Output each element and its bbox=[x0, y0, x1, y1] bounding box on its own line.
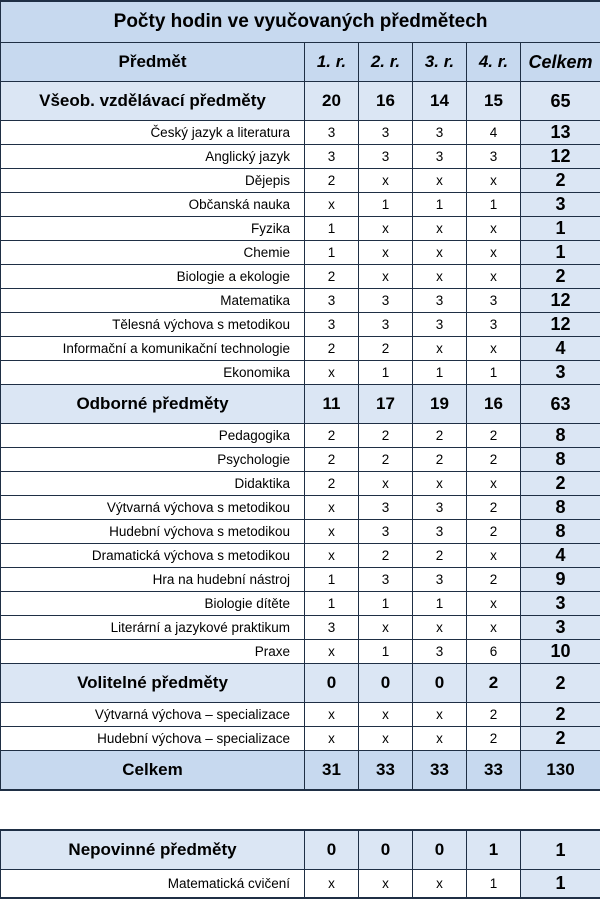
subject-year-4-hours: 2 bbox=[467, 703, 521, 727]
grand-total-year-4: 33 bbox=[467, 751, 521, 791]
group-total-hours: 1 bbox=[521, 830, 600, 870]
subject-year-3-hours: 3 bbox=[413, 145, 467, 169]
subject-name: Informační a komunikační technologie bbox=[1, 337, 305, 361]
subject-year-1-hours: x bbox=[305, 640, 359, 664]
subject-year-3-hours: x bbox=[413, 265, 467, 289]
group-year-1-hours: 0 bbox=[305, 664, 359, 703]
subject-total-hours: 8 bbox=[521, 520, 600, 544]
subject-year-2-hours: 3 bbox=[359, 568, 413, 592]
subject-year-2-hours: x bbox=[359, 169, 413, 193]
subject-year-2-hours: 3 bbox=[359, 496, 413, 520]
subject-row bbox=[1, 289, 600, 313]
subject-name: Anglický jazyk bbox=[1, 145, 305, 169]
subject-year-4-hours: 1 bbox=[467, 193, 521, 217]
subject-year-1-hours: 3 bbox=[305, 313, 359, 337]
subject-name: Hudební výchova s metodikou bbox=[1, 520, 305, 544]
subject-year-2-hours: 1 bbox=[359, 592, 413, 616]
subject-year-3-hours: 2 bbox=[413, 544, 467, 568]
subject-year-4-hours: 4 bbox=[467, 121, 521, 145]
subject-year-3-hours: 3 bbox=[413, 289, 467, 313]
subject-year-3-hours: x bbox=[413, 169, 467, 193]
subject-row bbox=[1, 265, 600, 289]
optional-subjects-table bbox=[0, 829, 600, 899]
subject-name: Chemie bbox=[1, 241, 305, 265]
subject-total-hours: 3 bbox=[521, 193, 600, 217]
subject-name: Didaktika bbox=[1, 472, 305, 496]
subject-year-2-hours: x bbox=[359, 265, 413, 289]
group-year-1-hours: 0 bbox=[305, 830, 359, 870]
subject-year-2-hours: x bbox=[359, 616, 413, 640]
subject-total-hours: 2 bbox=[521, 169, 600, 193]
subject-row bbox=[1, 496, 600, 520]
subject-year-3-hours: x bbox=[413, 217, 467, 241]
subject-year-4-hours: 2 bbox=[467, 520, 521, 544]
subject-row bbox=[1, 640, 600, 664]
group-year-1-hours: 11 bbox=[305, 385, 359, 424]
header-year-3: 3. r. bbox=[413, 43, 467, 82]
subject-name: Dramatická výchova s metodikou bbox=[1, 544, 305, 568]
header-subject: Předmět bbox=[1, 43, 305, 82]
subject-year-1-hours: 2 bbox=[305, 448, 359, 472]
group-total-hours: 2 bbox=[521, 664, 600, 703]
subject-row bbox=[1, 193, 600, 217]
subject-total-hours: 3 bbox=[521, 361, 600, 385]
subject-year-1-hours: 1 bbox=[305, 241, 359, 265]
subject-year-1-hours: 1 bbox=[305, 568, 359, 592]
subject-year-1-hours: x bbox=[305, 727, 359, 751]
subject-row bbox=[1, 703, 600, 727]
subject-row bbox=[1, 169, 600, 193]
subject-name: Hudební výchova – specializace bbox=[1, 727, 305, 751]
subject-row bbox=[1, 870, 600, 899]
subject-year-3-hours: 3 bbox=[413, 640, 467, 664]
subject-year-1-hours: x bbox=[305, 870, 359, 899]
grand-total-label: Celkem bbox=[1, 751, 305, 791]
subject-name: Literární a jazykové praktikum bbox=[1, 616, 305, 640]
subject-year-1-hours: 1 bbox=[305, 217, 359, 241]
subject-name: Matematická cvičení bbox=[1, 870, 305, 899]
subject-total-hours: 8 bbox=[521, 448, 600, 472]
subject-year-3-hours: 3 bbox=[413, 496, 467, 520]
group-year-2-hours: 17 bbox=[359, 385, 413, 424]
subject-year-4-hours: 2 bbox=[467, 424, 521, 448]
subject-year-2-hours: x bbox=[359, 217, 413, 241]
subject-name: Fyzika bbox=[1, 217, 305, 241]
subject-year-2-hours: 3 bbox=[359, 289, 413, 313]
group-year-3-hours: 0 bbox=[413, 664, 467, 703]
subject-year-2-hours: x bbox=[359, 703, 413, 727]
group-year-2-hours: 0 bbox=[359, 830, 413, 870]
subject-row bbox=[1, 313, 600, 337]
group-year-4-hours: 15 bbox=[467, 82, 521, 121]
group-year-1-hours: 20 bbox=[305, 82, 359, 121]
subject-row bbox=[1, 544, 600, 568]
subject-year-2-hours: 1 bbox=[359, 193, 413, 217]
subject-name: Občanská nauka bbox=[1, 193, 305, 217]
subject-total-hours: 1 bbox=[521, 241, 600, 265]
subject-year-3-hours: x bbox=[413, 472, 467, 496]
subject-row bbox=[1, 472, 600, 496]
subject-year-2-hours: x bbox=[359, 472, 413, 496]
subject-name: Tělesná výchova s metodikou bbox=[1, 313, 305, 337]
subject-year-1-hours: x bbox=[305, 544, 359, 568]
header-year-2: 2. r. bbox=[359, 43, 413, 82]
subject-year-1-hours: 1 bbox=[305, 592, 359, 616]
header-total: Celkem bbox=[521, 43, 600, 82]
subject-year-1-hours: 3 bbox=[305, 121, 359, 145]
subject-year-3-hours: 1 bbox=[413, 592, 467, 616]
subject-year-2-hours: 3 bbox=[359, 520, 413, 544]
group-year-3-hours: 19 bbox=[413, 385, 467, 424]
subject-year-2-hours: x bbox=[359, 727, 413, 751]
group-year-2-hours: 16 bbox=[359, 82, 413, 121]
grand-total-year-1: 31 bbox=[305, 751, 359, 791]
subject-year-4-hours: 1 bbox=[467, 870, 521, 899]
subject-year-4-hours: 6 bbox=[467, 640, 521, 664]
subject-year-3-hours: x bbox=[413, 703, 467, 727]
subject-year-3-hours: x bbox=[413, 727, 467, 751]
subject-year-4-hours: x bbox=[467, 217, 521, 241]
table-header-row bbox=[1, 43, 600, 82]
subject-row bbox=[1, 217, 600, 241]
grand-total-hours: 130 bbox=[521, 751, 600, 791]
group-year-4-hours: 1 bbox=[467, 830, 521, 870]
subject-row bbox=[1, 520, 600, 544]
subject-name: Pedagogika bbox=[1, 424, 305, 448]
subject-row bbox=[1, 424, 600, 448]
group-name: Všeob. vzdělávací předměty bbox=[1, 82, 305, 121]
group-row bbox=[1, 82, 600, 121]
subject-total-hours: 1 bbox=[521, 217, 600, 241]
subject-name: Hra na hudební nástroj bbox=[1, 568, 305, 592]
subject-total-hours: 12 bbox=[521, 313, 600, 337]
subject-row bbox=[1, 568, 600, 592]
subject-total-hours: 8 bbox=[521, 424, 600, 448]
group-year-4-hours: 2 bbox=[467, 664, 521, 703]
optional-group-row bbox=[1, 830, 600, 870]
group-year-4-hours: 16 bbox=[467, 385, 521, 424]
subject-year-3-hours: 2 bbox=[413, 448, 467, 472]
subject-total-hours: 2 bbox=[521, 265, 600, 289]
subject-name: Dějepis bbox=[1, 169, 305, 193]
subject-total-hours: 1 bbox=[521, 870, 600, 899]
subject-total-hours: 4 bbox=[521, 544, 600, 568]
subject-year-4-hours: x bbox=[467, 169, 521, 193]
subject-total-hours: 3 bbox=[521, 616, 600, 640]
subject-year-2-hours: 3 bbox=[359, 121, 413, 145]
subject-row bbox=[1, 592, 600, 616]
subject-year-2-hours: x bbox=[359, 870, 413, 899]
group-total-hours: 63 bbox=[521, 385, 600, 424]
subject-year-3-hours: x bbox=[413, 337, 467, 361]
subject-year-4-hours: x bbox=[467, 592, 521, 616]
subject-name: Výtvarná výchova – specializace bbox=[1, 703, 305, 727]
optional-subjects-body bbox=[1, 830, 600, 898]
subject-name: Ekonomika bbox=[1, 361, 305, 385]
subject-total-hours: 4 bbox=[521, 337, 600, 361]
subject-year-2-hours: 3 bbox=[359, 145, 413, 169]
subject-name: Český jazyk a literatura bbox=[1, 121, 305, 145]
subject-name: Biologie dítěte bbox=[1, 592, 305, 616]
subject-year-1-hours: 3 bbox=[305, 289, 359, 313]
subject-name: Biologie a ekologie bbox=[1, 265, 305, 289]
subject-year-4-hours: x bbox=[467, 472, 521, 496]
subject-year-2-hours: 1 bbox=[359, 361, 413, 385]
subject-year-3-hours: x bbox=[413, 870, 467, 899]
subject-year-2-hours: 1 bbox=[359, 640, 413, 664]
subject-total-hours: 2 bbox=[521, 703, 600, 727]
subject-year-4-hours: 3 bbox=[467, 145, 521, 169]
subject-year-4-hours: 2 bbox=[467, 727, 521, 751]
subject-year-2-hours: 2 bbox=[359, 337, 413, 361]
subject-name: Výtvarná výchova s metodikou bbox=[1, 496, 305, 520]
subject-year-4-hours: x bbox=[467, 241, 521, 265]
subject-year-4-hours: x bbox=[467, 265, 521, 289]
subject-row bbox=[1, 727, 600, 751]
subject-row bbox=[1, 337, 600, 361]
subject-year-4-hours: 3 bbox=[467, 313, 521, 337]
group-row bbox=[1, 664, 600, 703]
subject-total-hours: 2 bbox=[521, 727, 600, 751]
subject-year-4-hours: x bbox=[467, 616, 521, 640]
hours-table-body bbox=[1, 1, 600, 790]
subject-year-1-hours: 3 bbox=[305, 145, 359, 169]
subject-year-3-hours: 1 bbox=[413, 361, 467, 385]
subject-year-3-hours: x bbox=[413, 616, 467, 640]
subject-year-1-hours: x bbox=[305, 496, 359, 520]
group-name: Odborné předměty bbox=[1, 385, 305, 424]
subject-year-2-hours: 3 bbox=[359, 313, 413, 337]
table-title: Počty hodin ve vyučovaných předmětech bbox=[1, 1, 600, 43]
subject-total-hours: 2 bbox=[521, 472, 600, 496]
subject-year-3-hours: 2 bbox=[413, 424, 467, 448]
group-name: Volitelné předměty bbox=[1, 664, 305, 703]
header-year-1: 1. r. bbox=[305, 43, 359, 82]
group-year-2-hours: 0 bbox=[359, 664, 413, 703]
subject-name: Matematika bbox=[1, 289, 305, 313]
subject-year-4-hours: 2 bbox=[467, 496, 521, 520]
grand-total-year-2: 33 bbox=[359, 751, 413, 791]
subject-year-2-hours: 2 bbox=[359, 448, 413, 472]
subject-year-2-hours: 2 bbox=[359, 544, 413, 568]
subject-year-2-hours: 2 bbox=[359, 424, 413, 448]
subject-total-hours: 12 bbox=[521, 289, 600, 313]
subject-name: Psychologie bbox=[1, 448, 305, 472]
subject-year-1-hours: x bbox=[305, 520, 359, 544]
subject-year-3-hours: 3 bbox=[413, 313, 467, 337]
subject-year-1-hours: 2 bbox=[305, 265, 359, 289]
subject-year-4-hours: x bbox=[467, 544, 521, 568]
subject-total-hours: 13 bbox=[521, 121, 600, 145]
group-total-hours: 65 bbox=[521, 82, 600, 121]
subject-row bbox=[1, 121, 600, 145]
subject-year-3-hours: x bbox=[413, 241, 467, 265]
subject-year-1-hours: 3 bbox=[305, 616, 359, 640]
subject-row bbox=[1, 241, 600, 265]
group-year-3-hours: 14 bbox=[413, 82, 467, 121]
subject-total-hours: 12 bbox=[521, 145, 600, 169]
subject-year-1-hours: 2 bbox=[305, 169, 359, 193]
subject-year-1-hours: x bbox=[305, 703, 359, 727]
group-name: Nepovinné předměty bbox=[1, 830, 305, 870]
subject-year-3-hours: 3 bbox=[413, 520, 467, 544]
subject-year-1-hours: 2 bbox=[305, 424, 359, 448]
table-title-row bbox=[1, 1, 600, 43]
grand-total-row bbox=[1, 751, 600, 791]
subject-total-hours: 10 bbox=[521, 640, 600, 664]
subject-year-1-hours: 2 bbox=[305, 337, 359, 361]
subject-year-3-hours: 3 bbox=[413, 121, 467, 145]
subject-year-1-hours: 2 bbox=[305, 472, 359, 496]
subject-year-3-hours: 3 bbox=[413, 568, 467, 592]
header-year-4: 4. r. bbox=[467, 43, 521, 82]
subject-year-4-hours: 1 bbox=[467, 361, 521, 385]
subject-total-hours: 8 bbox=[521, 496, 600, 520]
subject-row bbox=[1, 448, 600, 472]
subject-year-4-hours: x bbox=[467, 337, 521, 361]
group-row bbox=[1, 385, 600, 424]
subject-total-hours: 3 bbox=[521, 592, 600, 616]
subject-row bbox=[1, 361, 600, 385]
subject-year-4-hours: 3 bbox=[467, 289, 521, 313]
subject-total-hours: 9 bbox=[521, 568, 600, 592]
grand-total-year-3: 33 bbox=[413, 751, 467, 791]
subject-year-4-hours: 2 bbox=[467, 448, 521, 472]
subject-name: Praxe bbox=[1, 640, 305, 664]
subject-year-4-hours: 2 bbox=[467, 568, 521, 592]
subject-row bbox=[1, 145, 600, 169]
group-year-3-hours: 0 bbox=[413, 830, 467, 870]
subject-row bbox=[1, 616, 600, 640]
subject-year-3-hours: 1 bbox=[413, 193, 467, 217]
subject-year-1-hours: x bbox=[305, 361, 359, 385]
subject-year-1-hours: x bbox=[305, 193, 359, 217]
subject-year-2-hours: x bbox=[359, 241, 413, 265]
